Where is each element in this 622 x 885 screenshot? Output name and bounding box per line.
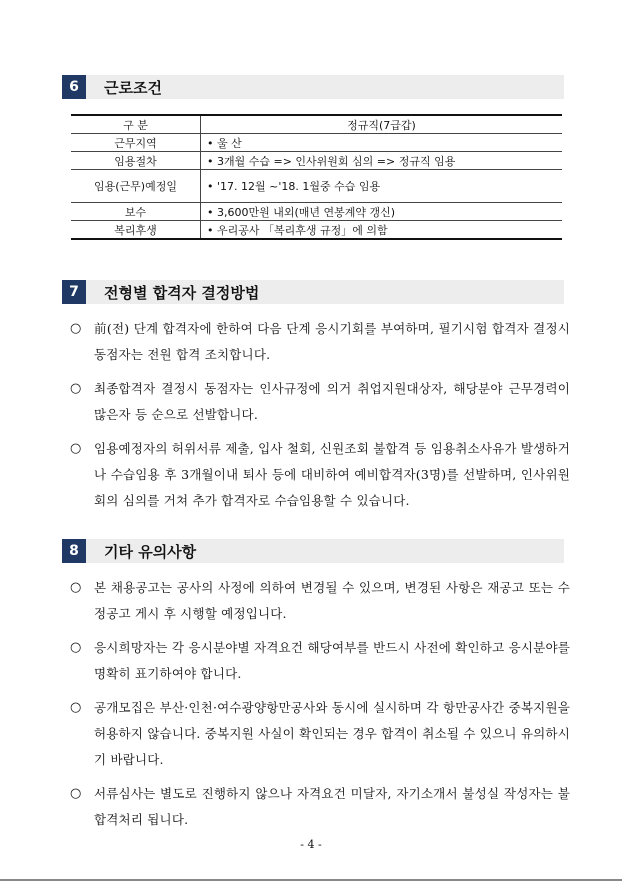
table-cell-label: 임용절차 [71,152,201,170]
page-number: - 4 - [300,838,322,851]
list-item-text: 공개모집은 부산·인천·여수광양항만공사와 동시에 실시하며 각 항만공사간 중복지원을 허용하지 않습니다. 중복지원 사실이 확인되는 경우 합격이 취소될 수 있으니 유의하시기 바랍니다. [94,700,570,767]
table-cell-label: 보수 [71,203,201,221]
section-7-header [62,280,564,304]
circle-bullet-icon: ○ [70,441,82,456]
circle-bullet-icon: ○ [70,700,82,715]
section-title: 기타 유의사항 [104,542,197,561]
list-item [70,781,570,833]
list-item-text: 본 채용공고는 공사의 사정에 의하여 변경될 수 있으며, 변경된 사항은 재공고 또는 수정공고 게시 후 시행할 예정입니다. [94,580,570,621]
table-cell-value: • 3,600만원 내외(매년 연봉계약 갱신) [201,203,563,221]
list-item-text: 前(전) 단계 합격자에 한하여 다음 단계 응시기회를 부여하며, 필기시험 합격자 결정시 동점자는 전원 합격 조치합니다. [94,321,570,362]
list-item [70,575,570,627]
list-item [70,316,570,368]
table-row [71,203,562,221]
table-cell-label: 근무지역 [71,134,201,152]
section-number: 6 [62,75,86,99]
table-cell-label: 복리후생 [71,221,201,240]
list-item-text: 임용예정자의 허위서류 제출, 입사 철회, 신원조회 불합격 등 임용취소사유가 발생하거나 수습임용 후 3개월이내 퇴사 등에 대비하여 예비합격자(3명)를 선발하며, 인사위원회의 심의를 거쳐 추가 합격자로 수습임용할 수 있습니다. [94,441,570,508]
page-bottom-divider [0,879,622,881]
table-cell-value: • 3개월 수습 => 인사위원회 심의 => 정규직 임용 [201,152,563,170]
table-cell-value: • '17. 12월 ~'18. 1월중 수습 임용 [201,170,563,203]
table-cell-value: • 우리공사 「복리후생 규정」에 의함 [201,221,563,240]
table-cell-label: 임용(근무)예정일 [71,170,201,203]
circle-bullet-icon: ○ [70,580,82,595]
table-row [71,170,562,203]
table-row [71,221,562,240]
list-item [70,695,570,773]
table-row [71,134,562,152]
list-item-text: 서류심사는 별도로 진행하지 않으나 자격요건 미달자, 자기소개서 불성실 작성자는 불합격처리 됩니다. [94,786,570,827]
working-conditions-table [71,114,562,240]
table-header-cell: 구 분 [71,115,201,134]
table-header-cell: 정규직(7급갑) [201,115,563,134]
section-number: 8 [62,539,86,563]
list-item-text: 최종합격자 결정시 동점자는 인사규정에 의거 취업지원대상자, 해당분야 근무경력이 많은자 등 순으로 선발합니다. [94,381,570,422]
list-item [70,635,570,687]
section-number: 7 [62,280,86,304]
section-title: 근로조건 [104,78,162,97]
section-8-list [70,575,570,841]
section-8-header [62,539,564,563]
circle-bullet-icon: ○ [70,381,82,396]
section-7-list [70,316,570,522]
table-header-row [71,115,562,134]
circle-bullet-icon: ○ [70,640,82,655]
circle-bullet-icon: ○ [70,321,82,336]
list-item [70,436,570,514]
section-6-header [62,75,564,99]
table-cell-value: • 울 산 [201,134,563,152]
table-row [71,152,562,170]
list-item-text: 응시희망자는 각 응시분야별 자격요건 해당여부를 반드시 사전에 확인하고 응시분야를 명확히 표기하여야 합니다. [94,640,570,681]
circle-bullet-icon: ○ [70,786,82,801]
list-item [70,376,570,428]
section-title: 전형별 합격자 결정방법 [104,283,260,302]
